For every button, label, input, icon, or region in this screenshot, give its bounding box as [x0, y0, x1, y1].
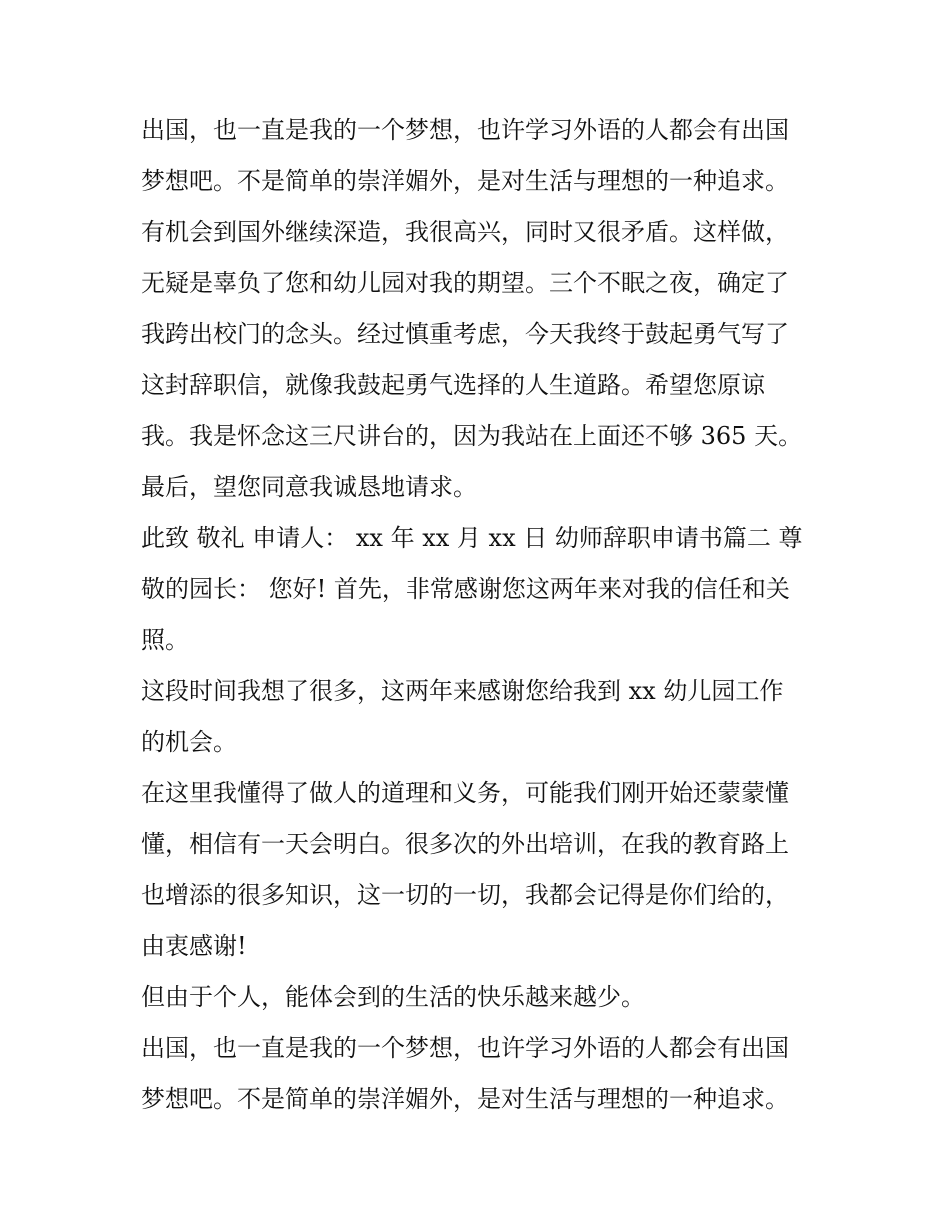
text-line: 出国，也一直是我的一个梦想，也许学习外语的人都会有出国 [141, 116, 789, 144]
text-line: 也增添的很多知识，这一切的一切，我都会记得是你们给的， [141, 881, 789, 909]
text-line: 出国，也一直是我的一个梦想，也许学习外语的人都会有出国 [141, 1034, 789, 1062]
text-line: 我跨出校门的念头。经过慎重考虑，今天我终于鼓起勇气写了 [141, 320, 789, 348]
paragraph-1 [141, 105, 821, 513]
text-line: 这段时间我想了很多，这两年来感谢您给我到 xx 幼儿园工作 [141, 677, 784, 705]
text-line: 敬的园长： 您好! 首先，非常感谢您这两年来对我的信任和关 [141, 575, 790, 603]
text-line: 无疑是辜负了您和幼儿园对我的期望。三个不眠之夜，确定了 [141, 269, 789, 297]
paragraph-4 [141, 768, 821, 972]
paragraph-5 [141, 972, 821, 1023]
text-line: 的机会。 [141, 728, 237, 756]
text-line: 最后，望您同意我诚恳地请求。 [141, 473, 477, 501]
text-line: 有机会到国外继续深造，我很高兴，同时又很矛盾。这样做， [141, 218, 789, 246]
text-line: 梦想吧。不是简单的崇洋媚外，是对生活与理想的一种追求。 [141, 167, 789, 195]
text-line: 我。我是怀念这三尺讲台的，因为我站在上面还不够 365 天。 [141, 422, 803, 450]
paragraph-6 [141, 1023, 821, 1125]
text-line: 照。 [141, 626, 189, 654]
paragraph-2 [141, 513, 821, 666]
document-body [141, 105, 821, 1125]
text-line: 此致 敬礼 申请人： xx 年 xx 月 xx 日 幼师辞职申请书篇二 尊 [141, 524, 803, 552]
text-line: 由衷感谢! [141, 932, 247, 960]
text-line: 在这里我懂得了做人的道理和义务，可能我们刚开始还蒙蒙懂 [141, 779, 789, 807]
text-line: 梦想吧。不是简单的崇洋媚外，是对生活与理想的一种追求。 [141, 1085, 789, 1113]
paragraph-3 [141, 666, 821, 768]
text-line: 这封辞职信，就像我鼓起勇气选择的人生道路。希望您原谅 [141, 371, 765, 399]
text-line: 懂，相信有一天会明白。很多次的外出培训，在我的教育路上 [141, 830, 789, 858]
text-line: 但由于个人，能体会到的生活的快乐越来越少。 [141, 983, 645, 1011]
